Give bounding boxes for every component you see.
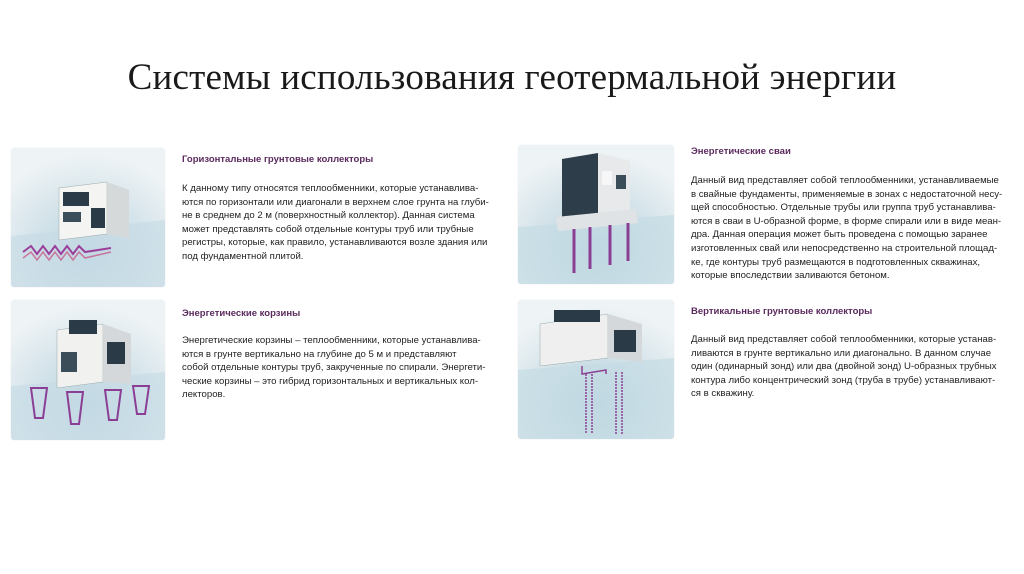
text-line: не в среднем до 2 м (поверхностный коллектор). Данная система bbox=[182, 210, 475, 222]
card-heading: Энергетические сваи bbox=[691, 146, 791, 157]
slide-title: Системы использования геотермальной энергии bbox=[127, 57, 897, 98]
energy-piles-illustration bbox=[518, 145, 674, 284]
text-line: ке, где контуры труб размещаются в подготовленных скважинах, bbox=[691, 256, 981, 268]
text-line: Данный вид представляет собой теплообменники, которые устанав- bbox=[691, 334, 997, 345]
text-line: ся в скважину. bbox=[691, 388, 755, 400]
horizontal-collector-illustration bbox=[11, 148, 165, 287]
card-heading: Горизонтальные грунтовые коллекторы bbox=[182, 154, 374, 165]
card-description bbox=[691, 333, 997, 401]
text-line: ются в грунте вертикально на глубине до 5 м и представляют bbox=[182, 348, 457, 360]
text-line: которые впоследствии заливаются бетоном. bbox=[691, 270, 890, 282]
text-line: К данному типу относятся теплообменники, которые устанавлива- bbox=[182, 183, 479, 194]
card-heading: Вертикальные грунтовые коллекторы bbox=[691, 306, 873, 317]
text-line: изготовленных свай или непосредственно на строительной площад- bbox=[691, 242, 998, 254]
text-line: Данный вид представляет собой теплообменники, устанавливаемые bbox=[691, 175, 999, 186]
text-line: ются по горизонтали или диагонали в верхнем слое грунта на глуби- bbox=[182, 196, 489, 208]
card-heading: Энергетические корзины bbox=[182, 308, 301, 319]
text-line: дра. Данная операция может быть проведена с помощью заранее bbox=[691, 229, 988, 241]
text-line: Энергетические корзины – теплообменники, которые устанавлива- bbox=[182, 335, 481, 346]
text-line: щей способностью. Отдельные трубы или группа труб устанавлива- bbox=[691, 202, 996, 214]
text-line: собой отдельные контуры труб, закрученные по спирали. Энергети- bbox=[182, 362, 486, 374]
text-line: лекторов. bbox=[182, 389, 226, 401]
text-line: ются в сваи в U-образной форме, в форме спирали или в виде меан- bbox=[691, 215, 1002, 227]
card-description bbox=[182, 334, 486, 402]
text-line: регистры, которые, как правило, устанавливаются возле здания или bbox=[182, 237, 488, 249]
text-line: в свайные фундаменты, применяемые в зонах с недостаточной несу- bbox=[691, 188, 1003, 200]
text-line: ливаются в грунте вертикально или диагонально. В данном случае bbox=[691, 347, 992, 359]
text-line: под фундаментной плитой. bbox=[182, 250, 304, 262]
text-line: один (одинарный зонд) или два (двойной зонд) U-образных трубных bbox=[691, 361, 997, 373]
energy-baskets-illustration bbox=[11, 300, 165, 440]
text-line: контура либо концентрический зонд (труба в трубе) устанавливают- bbox=[691, 374, 996, 386]
card-description bbox=[182, 182, 489, 264]
vertical-collector-illustration bbox=[518, 300, 674, 439]
card-description bbox=[691, 174, 1002, 283]
text-line: ческие корзины – это гибрид горизонтальных и вертикальных кол- bbox=[182, 375, 479, 387]
text-line: может представлять собой отдельные контуры труб или трубные bbox=[182, 223, 474, 235]
